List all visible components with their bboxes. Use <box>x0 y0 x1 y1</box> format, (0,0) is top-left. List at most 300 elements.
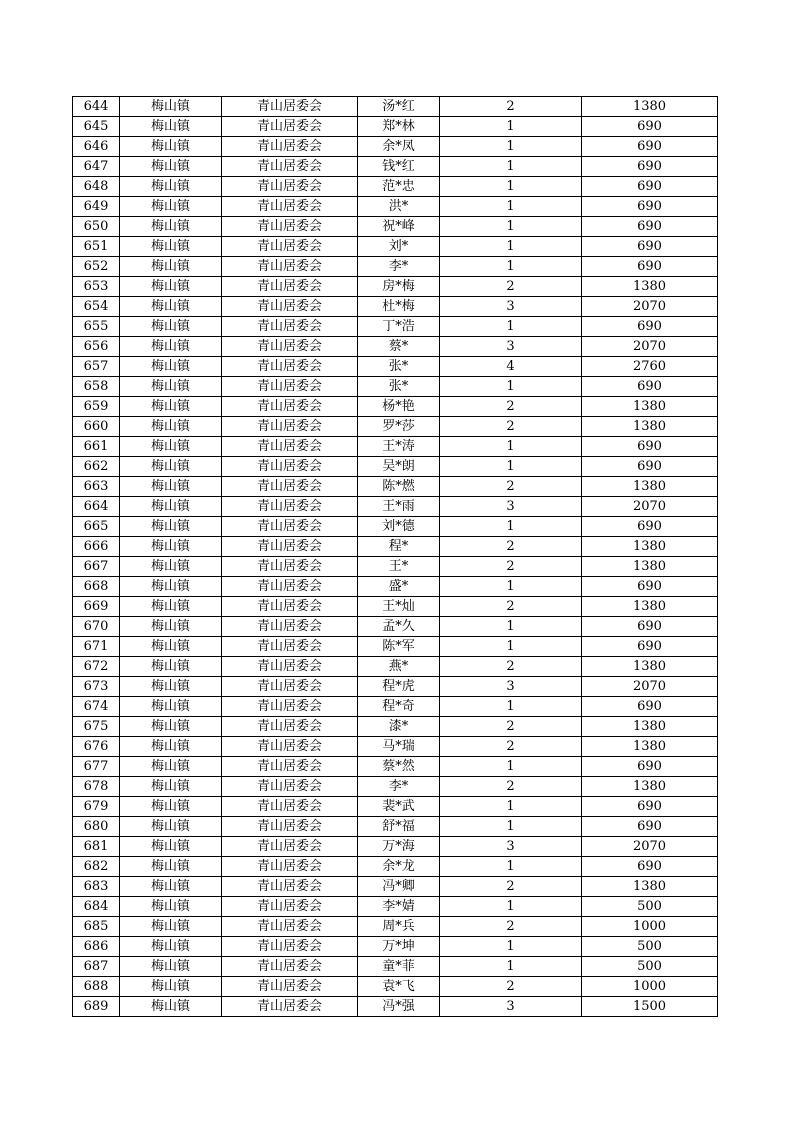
row-number-cell: 649 <box>73 197 120 217</box>
committee-cell: 青山居委会 <box>222 857 358 877</box>
amount-cell: 690 <box>582 797 718 817</box>
name-cell: 杜*梅 <box>358 297 440 317</box>
table-row <box>73 557 718 577</box>
amount-cell: 2070 <box>582 297 718 317</box>
committee-cell: 青山居委会 <box>222 417 358 437</box>
committee-cell: 青山居委会 <box>222 937 358 957</box>
table-row <box>73 697 718 717</box>
table-row <box>73 157 718 177</box>
household-count-cell: 1 <box>440 617 582 637</box>
town-cell: 梅山镇 <box>120 697 222 717</box>
table-row <box>73 797 718 817</box>
row-number-cell: 647 <box>73 157 120 177</box>
table-row <box>73 917 718 937</box>
row-number-cell: 644 <box>73 97 120 117</box>
household-count-cell: 1 <box>440 117 582 137</box>
row-number-cell: 646 <box>73 137 120 157</box>
amount-cell: 1380 <box>582 277 718 297</box>
amount-cell: 690 <box>582 437 718 457</box>
name-cell: 汤*红 <box>358 97 440 117</box>
town-cell: 梅山镇 <box>120 397 222 417</box>
row-number-cell: 681 <box>73 837 120 857</box>
name-cell: 周*兵 <box>358 917 440 937</box>
name-cell: 李* <box>358 777 440 797</box>
town-cell: 梅山镇 <box>120 857 222 877</box>
household-count-cell: 1 <box>440 197 582 217</box>
name-cell: 范*忠 <box>358 177 440 197</box>
committee-cell: 青山居委会 <box>222 237 358 257</box>
household-count-cell: 3 <box>440 497 582 517</box>
amount-cell: 2070 <box>582 837 718 857</box>
household-count-cell: 2 <box>440 977 582 997</box>
table-row <box>73 877 718 897</box>
name-cell: 余*凤 <box>358 137 440 157</box>
committee-cell: 青山居委会 <box>222 597 358 617</box>
row-number-cell: 683 <box>73 877 120 897</box>
committee-cell: 青山居委会 <box>222 637 358 657</box>
row-number-cell: 650 <box>73 217 120 237</box>
town-cell: 梅山镇 <box>120 877 222 897</box>
town-cell: 梅山镇 <box>120 737 222 757</box>
table-row <box>73 777 718 797</box>
committee-cell: 青山居委会 <box>222 257 358 277</box>
town-cell: 梅山镇 <box>120 817 222 837</box>
amount-cell: 690 <box>582 457 718 477</box>
town-cell: 梅山镇 <box>120 97 222 117</box>
name-cell: 袁*飞 <box>358 977 440 997</box>
amount-cell: 1380 <box>582 417 718 437</box>
town-cell: 梅山镇 <box>120 517 222 537</box>
row-number-cell: 660 <box>73 417 120 437</box>
household-count-cell: 4 <box>440 357 582 377</box>
committee-cell: 青山居委会 <box>222 177 358 197</box>
committee-cell: 青山居委会 <box>222 837 358 857</box>
committee-cell: 青山居委会 <box>222 737 358 757</box>
name-cell: 李*婧 <box>358 897 440 917</box>
household-count-cell: 1 <box>440 797 582 817</box>
household-count-cell: 3 <box>440 837 582 857</box>
name-cell: 丁*浩 <box>358 317 440 337</box>
committee-cell: 青山居委会 <box>222 437 358 457</box>
row-number-cell: 665 <box>73 517 120 537</box>
table-row <box>73 357 718 377</box>
amount-cell: 1380 <box>582 397 718 417</box>
row-number-cell: 664 <box>73 497 120 517</box>
town-cell: 梅山镇 <box>120 177 222 197</box>
amount-cell: 1380 <box>582 777 718 797</box>
row-number-cell: 666 <box>73 537 120 557</box>
town-cell: 梅山镇 <box>120 797 222 817</box>
row-number-cell: 656 <box>73 337 120 357</box>
committee-cell: 青山居委会 <box>222 657 358 677</box>
amount-cell: 690 <box>582 757 718 777</box>
amount-cell: 690 <box>582 197 718 217</box>
committee-cell: 青山居委会 <box>222 757 358 777</box>
household-count-cell: 2 <box>440 717 582 737</box>
amount-cell: 690 <box>582 117 718 137</box>
table-row <box>73 337 718 357</box>
town-cell: 梅山镇 <box>120 117 222 137</box>
town-cell: 梅山镇 <box>120 617 222 637</box>
town-cell: 梅山镇 <box>120 677 222 697</box>
table-row <box>73 837 718 857</box>
committee-cell: 青山居委会 <box>222 137 358 157</box>
town-cell: 梅山镇 <box>120 477 222 497</box>
town-cell: 梅山镇 <box>120 297 222 317</box>
town-cell: 梅山镇 <box>120 277 222 297</box>
household-count-cell: 1 <box>440 137 582 157</box>
town-cell: 梅山镇 <box>120 977 222 997</box>
town-cell: 梅山镇 <box>120 197 222 217</box>
amount-cell: 500 <box>582 957 718 977</box>
row-number-cell: 657 <box>73 357 120 377</box>
row-number-cell: 671 <box>73 637 120 657</box>
row-number-cell: 689 <box>73 997 120 1017</box>
name-cell: 蔡* <box>358 337 440 357</box>
table-row <box>73 197 718 217</box>
town-cell: 梅山镇 <box>120 357 222 377</box>
table-row <box>73 757 718 777</box>
town-cell: 梅山镇 <box>120 597 222 617</box>
table-row <box>73 517 718 537</box>
committee-cell: 青山居委会 <box>222 697 358 717</box>
row-number-cell: 655 <box>73 317 120 337</box>
row-number-cell: 684 <box>73 897 120 917</box>
table-row <box>73 957 718 977</box>
name-cell: 吴*朗 <box>358 457 440 477</box>
table-row <box>73 817 718 837</box>
household-count-cell: 1 <box>440 437 582 457</box>
name-cell: 刘* <box>358 237 440 257</box>
committee-cell: 青山居委会 <box>222 617 358 637</box>
household-count-cell: 2 <box>440 537 582 557</box>
row-number-cell: 685 <box>73 917 120 937</box>
committee-cell: 青山居委会 <box>222 197 358 217</box>
name-cell: 张* <box>358 357 440 377</box>
amount-cell: 690 <box>582 857 718 877</box>
amount-cell: 2070 <box>582 337 718 357</box>
committee-cell: 青山居委会 <box>222 357 358 377</box>
table-row <box>73 377 718 397</box>
table-row <box>73 737 718 757</box>
household-count-cell: 2 <box>440 877 582 897</box>
name-cell: 陈*燃 <box>358 477 440 497</box>
household-count-cell: 2 <box>440 657 582 677</box>
amount-cell: 2760 <box>582 357 718 377</box>
committee-cell: 青山居委会 <box>222 537 358 557</box>
household-count-cell: 2 <box>440 597 582 617</box>
town-cell: 梅山镇 <box>120 377 222 397</box>
amount-cell: 1380 <box>582 877 718 897</box>
household-count-cell: 2 <box>440 277 582 297</box>
row-number-cell: 659 <box>73 397 120 417</box>
table-row <box>73 177 718 197</box>
table-row <box>73 217 718 237</box>
table-row <box>73 977 718 997</box>
name-cell: 冯*卿 <box>358 877 440 897</box>
town-cell: 梅山镇 <box>120 937 222 957</box>
name-cell: 余*龙 <box>358 857 440 877</box>
table-row <box>73 497 718 517</box>
amount-cell: 2070 <box>582 677 718 697</box>
row-number-cell: 648 <box>73 177 120 197</box>
household-count-cell: 2 <box>440 417 582 437</box>
committee-cell: 青山居委会 <box>222 957 358 977</box>
name-cell: 张* <box>358 377 440 397</box>
amount-cell: 690 <box>582 317 718 337</box>
committee-cell: 青山居委会 <box>222 977 358 997</box>
amount-cell: 1380 <box>582 717 718 737</box>
row-number-cell: 679 <box>73 797 120 817</box>
household-count-cell: 2 <box>440 777 582 797</box>
table-row <box>73 937 718 957</box>
amount-cell: 690 <box>582 697 718 717</box>
name-cell: 万*坤 <box>358 937 440 957</box>
town-cell: 梅山镇 <box>120 957 222 977</box>
row-number-cell: 645 <box>73 117 120 137</box>
row-number-cell: 661 <box>73 437 120 457</box>
committee-cell: 青山居委会 <box>222 677 358 697</box>
household-count-cell: 1 <box>440 897 582 917</box>
household-count-cell: 1 <box>440 757 582 777</box>
amount-cell: 1380 <box>582 557 718 577</box>
town-cell: 梅山镇 <box>120 137 222 157</box>
household-count-cell: 1 <box>440 697 582 717</box>
committee-cell: 青山居委会 <box>222 777 358 797</box>
household-count-cell: 1 <box>440 177 582 197</box>
amount-cell: 500 <box>582 897 718 917</box>
row-number-cell: 682 <box>73 857 120 877</box>
name-cell: 杨*艳 <box>358 397 440 417</box>
amount-cell: 1000 <box>582 977 718 997</box>
amount-cell: 690 <box>582 137 718 157</box>
town-cell: 梅山镇 <box>120 497 222 517</box>
row-number-cell: 672 <box>73 657 120 677</box>
table-row <box>73 397 718 417</box>
town-cell: 梅山镇 <box>120 417 222 437</box>
row-number-cell: 686 <box>73 937 120 957</box>
household-count-cell: 1 <box>440 377 582 397</box>
name-cell: 裴*武 <box>358 797 440 817</box>
table-row <box>73 537 718 557</box>
household-count-cell: 3 <box>440 997 582 1017</box>
household-count-cell: 1 <box>440 217 582 237</box>
row-number-cell: 677 <box>73 757 120 777</box>
household-count-cell: 2 <box>440 737 582 757</box>
table-row <box>73 117 718 137</box>
name-cell: 程*虎 <box>358 677 440 697</box>
name-cell: 洪* <box>358 197 440 217</box>
amount-cell: 690 <box>582 177 718 197</box>
town-cell: 梅山镇 <box>120 257 222 277</box>
row-number-cell: 674 <box>73 697 120 717</box>
committee-cell: 青山居委会 <box>222 717 358 737</box>
household-count-cell: 1 <box>440 157 582 177</box>
row-number-cell: 676 <box>73 737 120 757</box>
town-cell: 梅山镇 <box>120 437 222 457</box>
committee-cell: 青山居委会 <box>222 997 358 1017</box>
amount-cell: 690 <box>582 377 718 397</box>
table-row <box>73 857 718 877</box>
table-row <box>73 997 718 1017</box>
household-count-cell: 1 <box>440 957 582 977</box>
amount-cell: 1380 <box>582 537 718 557</box>
table-row <box>73 617 718 637</box>
row-number-cell: 670 <box>73 617 120 637</box>
roster-table-body <box>73 97 718 1017</box>
row-number-cell: 673 <box>73 677 120 697</box>
name-cell: 李* <box>358 257 440 277</box>
row-number-cell: 654 <box>73 297 120 317</box>
committee-cell: 青山居委会 <box>222 277 358 297</box>
committee-cell: 青山居委会 <box>222 157 358 177</box>
amount-cell: 690 <box>582 217 718 237</box>
row-number-cell: 653 <box>73 277 120 297</box>
name-cell: 王*灿 <box>358 597 440 617</box>
table-row <box>73 657 718 677</box>
table-row <box>73 477 718 497</box>
household-count-cell: 1 <box>440 257 582 277</box>
household-count-cell: 1 <box>440 637 582 657</box>
name-cell: 王*涛 <box>358 437 440 457</box>
committee-cell: 青山居委会 <box>222 877 358 897</box>
amount-cell: 500 <box>582 937 718 957</box>
table-row <box>73 897 718 917</box>
amount-cell: 690 <box>582 617 718 637</box>
town-cell: 梅山镇 <box>120 997 222 1017</box>
row-number-cell: 667 <box>73 557 120 577</box>
table-row <box>73 437 718 457</box>
household-count-cell: 3 <box>440 677 582 697</box>
row-number-cell: 687 <box>73 957 120 977</box>
name-cell: 燕* <box>358 657 440 677</box>
committee-cell: 青山居委会 <box>222 117 358 137</box>
committee-cell: 青山居委会 <box>222 97 358 117</box>
table-row <box>73 417 718 437</box>
household-count-cell: 2 <box>440 477 582 497</box>
name-cell: 刘*德 <box>358 517 440 537</box>
committee-cell: 青山居委会 <box>222 797 358 817</box>
town-cell: 梅山镇 <box>120 237 222 257</box>
name-cell: 舒*福 <box>358 817 440 837</box>
amount-cell: 690 <box>582 157 718 177</box>
name-cell: 郑*林 <box>358 117 440 137</box>
household-count-cell: 1 <box>440 817 582 837</box>
name-cell: 盛* <box>358 577 440 597</box>
town-cell: 梅山镇 <box>120 777 222 797</box>
row-number-cell: 678 <box>73 777 120 797</box>
table-row <box>73 637 718 657</box>
household-count-cell: 2 <box>440 917 582 937</box>
town-cell: 梅山镇 <box>120 917 222 937</box>
name-cell: 蔡*然 <box>358 757 440 777</box>
household-count-cell: 1 <box>440 577 582 597</box>
amount-cell: 690 <box>582 637 718 657</box>
town-cell: 梅山镇 <box>120 657 222 677</box>
household-count-cell: 1 <box>440 237 582 257</box>
table-row <box>73 717 718 737</box>
row-number-cell: 663 <box>73 477 120 497</box>
town-cell: 梅山镇 <box>120 637 222 657</box>
table-row <box>73 237 718 257</box>
table-row <box>73 457 718 477</box>
row-number-cell: 675 <box>73 717 120 737</box>
committee-cell: 青山居委会 <box>222 397 358 417</box>
row-number-cell: 658 <box>73 377 120 397</box>
row-number-cell: 652 <box>73 257 120 277</box>
row-number-cell: 651 <box>73 237 120 257</box>
town-cell: 梅山镇 <box>120 757 222 777</box>
name-cell: 房*梅 <box>358 277 440 297</box>
row-number-cell: 680 <box>73 817 120 837</box>
amount-cell: 1380 <box>582 97 718 117</box>
committee-cell: 青山居委会 <box>222 517 358 537</box>
household-count-cell: 1 <box>440 857 582 877</box>
table-row <box>73 597 718 617</box>
name-cell: 冯*强 <box>358 997 440 1017</box>
committee-cell: 青山居委会 <box>222 457 358 477</box>
committee-cell: 青山居委会 <box>222 477 358 497</box>
name-cell: 陈*军 <box>358 637 440 657</box>
roster-table <box>72 96 718 1017</box>
household-count-cell: 2 <box>440 557 582 577</box>
amount-cell: 2070 <box>582 497 718 517</box>
committee-cell: 青山居委会 <box>222 317 358 337</box>
town-cell: 梅山镇 <box>120 537 222 557</box>
table-row <box>73 137 718 157</box>
row-number-cell: 669 <box>73 597 120 617</box>
town-cell: 梅山镇 <box>120 337 222 357</box>
amount-cell: 1380 <box>582 737 718 757</box>
amount-cell: 690 <box>582 577 718 597</box>
name-cell: 童*菲 <box>358 957 440 977</box>
amount-cell: 690 <box>582 257 718 277</box>
town-cell: 梅山镇 <box>120 457 222 477</box>
committee-cell: 青山居委会 <box>222 557 358 577</box>
household-count-cell: 3 <box>440 337 582 357</box>
household-count-cell: 3 <box>440 297 582 317</box>
committee-cell: 青山居委会 <box>222 297 358 317</box>
table-row <box>73 677 718 697</box>
name-cell: 王* <box>358 557 440 577</box>
name-cell: 马*瑞 <box>358 737 440 757</box>
town-cell: 梅山镇 <box>120 317 222 337</box>
town-cell: 梅山镇 <box>120 217 222 237</box>
name-cell: 漆* <box>358 717 440 737</box>
row-number-cell: 668 <box>73 577 120 597</box>
household-count-cell: 1 <box>440 317 582 337</box>
committee-cell: 青山居委会 <box>222 917 358 937</box>
table-row <box>73 577 718 597</box>
table-row <box>73 297 718 317</box>
name-cell: 孟*久 <box>358 617 440 637</box>
town-cell: 梅山镇 <box>120 837 222 857</box>
amount-cell: 690 <box>582 817 718 837</box>
committee-cell: 青山居委会 <box>222 377 358 397</box>
name-cell: 程* <box>358 537 440 557</box>
name-cell: 万*海 <box>358 837 440 857</box>
table-row <box>73 317 718 337</box>
household-count-cell: 2 <box>440 397 582 417</box>
table-row <box>73 257 718 277</box>
household-count-cell: 1 <box>440 937 582 957</box>
name-cell: 王*雨 <box>358 497 440 517</box>
row-number-cell: 662 <box>73 457 120 477</box>
committee-cell: 青山居委会 <box>222 217 358 237</box>
amount-cell: 1380 <box>582 657 718 677</box>
amount-cell: 690 <box>582 517 718 537</box>
town-cell: 梅山镇 <box>120 717 222 737</box>
